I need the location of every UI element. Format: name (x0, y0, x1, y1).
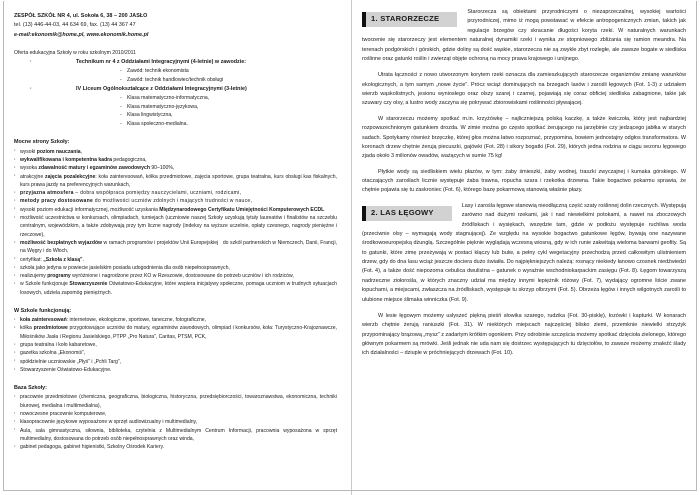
program-item (14, 85, 337, 128)
section-paragraph: Lasy i zarośla łęgowe stanowią nieodłączną część szaty roślinnej dolin rzecznych. Występują zarówno nad dużymi rzekami, jak i nad niewielkimi potokami, a nawet na zboczowych źródliskach i wysiękach, wszędzie tam, gdzie w podłożu występuje ruchliwa woda (przeciwnie olsy – wymagają wody stagnującej). Ze względu na wysokie bogactwo gatunkowe łęgów, bywają one nazywane środkowoeuropejską dżunglą. Szczególnie pięknie wyglądają wczesną wiosną, gdy w ich runie zakwitają wieloma barwami geofity. Są to gatunki, które zimę przeżywają w postaci kłączy lub bulw, a pełny cykl wegetacyjny przechodzą przed całkowitym ulistnieniem drzew, gdy do dna lasu wciąż jeszcze dociera dużo światła. Do najpiękniejszych należą: rosnący niekiedy łanowo czosnek niedźwiedzi (Fot. 4), a także dość niepozorna cebulica dwulistna – gatunek o wyraźnie wschodniokarpackim zasięgu (Fot. 8). Łęgom towarzyszą nadrzeczne ziołorośla, w których znaczny udział ma między innymi lepiężnik różowy (Fot. 7), wydający ogromne liście zwane łopuchami, a miejscami, zwłaszcza na źródliskach, występuje tu skrzyp olbrzymi (Fot. 5). Obrzeża łęgów i innych wilgotnych zarośli to ulubione miejsce ślimaka winniczka (Fot. 9). (362, 202, 686, 303)
article-section-las-legowy (362, 202, 686, 359)
facilities-list (14, 393, 337, 451)
program-subitem: - Zawód: technik ekonomista (120, 67, 337, 76)
school-phone-line: tel. (13) 446-44-03, 44 634 69, fax. (13) 44 367 47 (14, 22, 136, 29)
section-header-wrap (362, 8, 686, 70)
functioning-item: · spółdzielnie uczniowskie „Płyś” i „Pchli Targ”, (14, 358, 337, 366)
functioning-item: · koła zainteresowań: internetowe, ekologiczne, sportowe, taneczne, fotograficzne, (14, 316, 337, 324)
section-heading-badge: 1. STARORZECZE (362, 12, 457, 27)
program-subitem: - Klasa lingwistyczna, (120, 111, 337, 120)
program-subitem: - Klasa matematyczno-informatyczna, (120, 94, 337, 103)
facilities-item: · pracownie przedmiotowe (chemiczna, geograficzna, biologiczna, historyczna, przedsiębiorczości, towaroznawstwa, ekonomiczna, techniki biurowej, medialna i multimedialna), (14, 393, 337, 410)
strengths-item: · metody pracy dostosowane do możliwości uczniów zdolnych i mających trudności w nauce, (14, 197, 337, 205)
strengths-item: · atrakcyjne zajęcia pozalekcyjne: koła zainteresowań, kółka przedmiotowe, zajęcia sportowe, grupa teatralna, kurs obsługi kas fiskalnych, kurs prawa jazdy na preferencyjnych warunkach, (14, 173, 337, 190)
bullet-glyph: · (30, 86, 32, 93)
school-name-line: ZESPÓŁ SZKÓŁ NR 4, ul. Sokoła 6, 38 – 200 JASŁO (14, 13, 148, 19)
functioning-item: · kółka przedmiotowe przygotowujące uczniów do matury, egzaminów zawodowych, olimpiad i konkursów, koła: Turystyczno-Krajoznawcze, Miłośników Jasła i Regionu Jasielskiego, PTPP „Pro Natura”, Caritas, PTSM, PCK, (14, 324, 337, 341)
section-paragraph: Utrata łączności z nowo utworzonym korytem rzeki oznacza dla zamieszkujących starorzecze organizmów zmianę warunków ekologicznych, a tym samym „nowe życie”. Prócz wciąż dominujących na brzegach lasów i zarośli łęgowych (Fot. 1-3) z udziałem wierzb wąskolistnych, jesionu wyniosłego oraz olszy szarej i czarnej, pojawiają się coraz obficiej siedliska zabagnione, takie jak szuwary czy olsy, a lustro wody zaczyna się pokrywać zbiorowiskami roślinności pływającej. (362, 72, 686, 107)
facilities-item: · nowoczesne pracownie komputerowe, (14, 410, 337, 418)
strengths-item: · przyjazna atmosfera – dobra współpraca pomiędzy nauczycielami, uczniami, rodzicami, (14, 189, 337, 197)
section-paragraph: W lesie łęgowym możemy usłyszeć piękną pieśń słowika szarego, rudzika (Fot. 30-pisklę), łozówki i kapturki. W konarach wierzb chętnie żerują raniuszki (Fot. 31). W niektórych miejscach najczęściej blisko ziemi, przemknie niewielki strzyżyk przypominający brązową „mysz” z zadartym krótkim ogonkiem. Przy odrobinie szczęścia możemy spotkać dzięcioła zielonego, którego głównym pokarmem są mrówki. Jeśli jednak nie uda nam się dostrzec występujących tu dzięciołów, to zawsze możemy znaleźć ślady ich działalności – dziuple w próchniejących drzewach (Fot. 10). (362, 312, 686, 357)
section-heading-badge: 2. LAS ŁĘGOWY (362, 206, 452, 221)
program-list (14, 58, 337, 128)
strengths-item: · certyfikat: „Szkoła z klasą”. (14, 256, 337, 264)
functioning-item: · grupa teatralna i koło kabaretowe, (14, 341, 337, 349)
strengths-item: · możliwość bezpłatnych wyjazdów w ramach programów i projektów Unii Europejskiej do szkół partnerskich w Niemczech, Danii, Francji, na Węgry i do Włoch, (14, 239, 337, 256)
functioning-item: · Stowarzyszenie Oświatowo-Edukacyjne. (14, 366, 337, 374)
program-title: Technikum nr 4 z Oddziałami Integracyjnymi (4-letnie) w zawodzie: (76, 59, 247, 66)
section-paragraph: W starorzeczu możemy spotkać m.in. krzyżówkę – najliczniejszą polską kaczkę, a także kwiczoła, który jest najbardziej rozpowszechnionym gatunkiem drozda. W zimie można go często spotkać żerującego na jarzębinie czy jedzącego jabłka w starych sadach. Spotykamy również brzęczkę, której głos można łatwo rozpoznać, przypomina, bowiem jednostajny odgłos transformatora. W koronach drzew chętnie żerują piecuszki, gajówki (Fot. 28) i sikory bogatki (Fot. 29), których jedna rodzina w ciągu sezonu lęgowego zjada około 3 milionów owadów, ważących w sumie 75 kg! (362, 115, 686, 160)
program-sublist (76, 67, 337, 84)
program-sublist (76, 94, 337, 128)
strengths-list (14, 148, 337, 297)
facilities-heading: Baza Szkoły: (14, 385, 47, 392)
strengths-item: · wysoki poziom edukacji informatycznej, możliwość uzyskania Międzynarodowego Certyfikatu Umiejętności Komputerowych ECDL (14, 206, 337, 214)
strengths-item: · realizujemy programy wyróżnione i nagrodzone przez KO w Rzeszowie, dostosowane do potrzeb uczniów i ich rodziców, (14, 272, 337, 280)
strengths-item: · możliwość uczestnictwa w konkursach, olimpiadach, turniejach (uczniowie naszej Szkoły uzyskują tytuły laureatów i finalistów na szczeblu centralnym, wojewódzkim, a także zdobywają przy tym liczne nagrody (indeksy na wyższe uczelnie, opłaty czesnego, nagrody pieniężne i rzeczowe), (14, 214, 337, 239)
section-header-wrap (362, 202, 686, 311)
right-column-nature-article (351, 0, 700, 495)
functioning-heading: W Szkole funkcjonują: (14, 308, 72, 314)
school-email-line: e-mail:ekonomik@home.pl, www.ekonomik.home.pl (14, 31, 149, 38)
strengths-item: · szkoła jako jedyna w powiecie jasielskim posiada udogodnienia dla osób niepełnosprawnych, (14, 264, 337, 272)
facilities-item: · Aula, sala gimnastyczna, siłownia, biblioteka, czytelnia z Multimedialnym Centrum Informacji, pracownia wyposażona w sprzęt multimedialny, dostosowana do potrzeb osób niepełnosprawnych oraz winda, (14, 427, 337, 444)
program-item (14, 58, 337, 84)
strengths-block (14, 138, 337, 297)
school-address-block (14, 12, 337, 40)
facilities-item: · gabinet pedagoga, gabinet higienistki, Szkolny Ośrodek Kariery. (14, 443, 337, 451)
program-subitem: - Klasa matematyczno-językowa, (120, 103, 337, 112)
strengths-item: · wysoki poziom nauczania, (14, 148, 337, 156)
functioning-block (14, 307, 337, 374)
strengths-heading: Mocne strony Szkoły: (14, 139, 70, 146)
facilities-item: · klasopracownie językowe wyposażone w sprzęt audiowizualny i multimedialny, (14, 418, 337, 426)
functioning-item: · gazetka szkolna „Ekonomiś”, (14, 349, 337, 357)
section-paragraph: Płytkie wody są siedliskiem wielu płazów, w tym: żaby śmieszki, żaby wodnej, traszki zwyczajnej i kumaka górskiego. W otaczających zaroślach licznie występuje żaba trawna, ropucha szara i rzekotka drzewna. Takie bogactwo pokarmu sprawia, że chętnie pojawia się tu zaskroniec (Fot. 6), którego bazę pokarmową stanowią właśnie płazy. (362, 168, 686, 194)
program-subitem: - Zawód: technik handlowiec/technik obsługi (120, 76, 337, 85)
program-title: IV Liceum Ogólnokształcące z Oddziałami Integracyjnymi (3-letnie) (76, 86, 247, 93)
strengths-item: · wysoka zdawalność matury i egzaminów zawodowych 90–100%, (14, 164, 337, 172)
strengths-item: · w Szkole funkcjonuje Stowarzyszenie Oświatowo-Edukacyjne, które wspiera inicjatywy społeczne, pomaga uczniom w trudnych sytuacjach losowych, udziela zapomóg pieniężnych. (14, 280, 337, 297)
offer-intro-text: Oferta edukacyjna Szkoły w roku szkolnym 2010/2011 (14, 49, 136, 56)
bullet-glyph: · (30, 59, 32, 66)
strengths-item: · wykwalifikowana i kompetentna kadra pedagogiczna, (14, 156, 337, 164)
section-paragraph: Starorzecza są obiektami przyrodniczymi o niezaprzeczalnej, wysokiej wartości przyrodniczej, mimo iż mogą powstawać w efekcie antropogenicznych zmian, takich jak regulacje brzegów czy skracanie długości koryta rzeki. W naturalnych warunkach tworzenie się starorzeczy jest elementem naturalnej dynamiki rzeki i wynika ze stopniowego zbliżania się ramion meandra. Na terenach podgórskich i górskich, gdzie doliny są dość wąskie, starorzecza nie są zwykle zbyt rozległe, ale zawsze bogate w siedliska roślinne oraz gatunki roślin i zwierząt objęte ochroną na mocy prawa krajowego i unijnego. (362, 9, 686, 62)
facilities-block (14, 384, 337, 451)
program-subitem: - Klasa społeczno-medialna. (120, 120, 337, 129)
article-section-starorzecze (362, 8, 686, 196)
functioning-list (14, 316, 337, 374)
